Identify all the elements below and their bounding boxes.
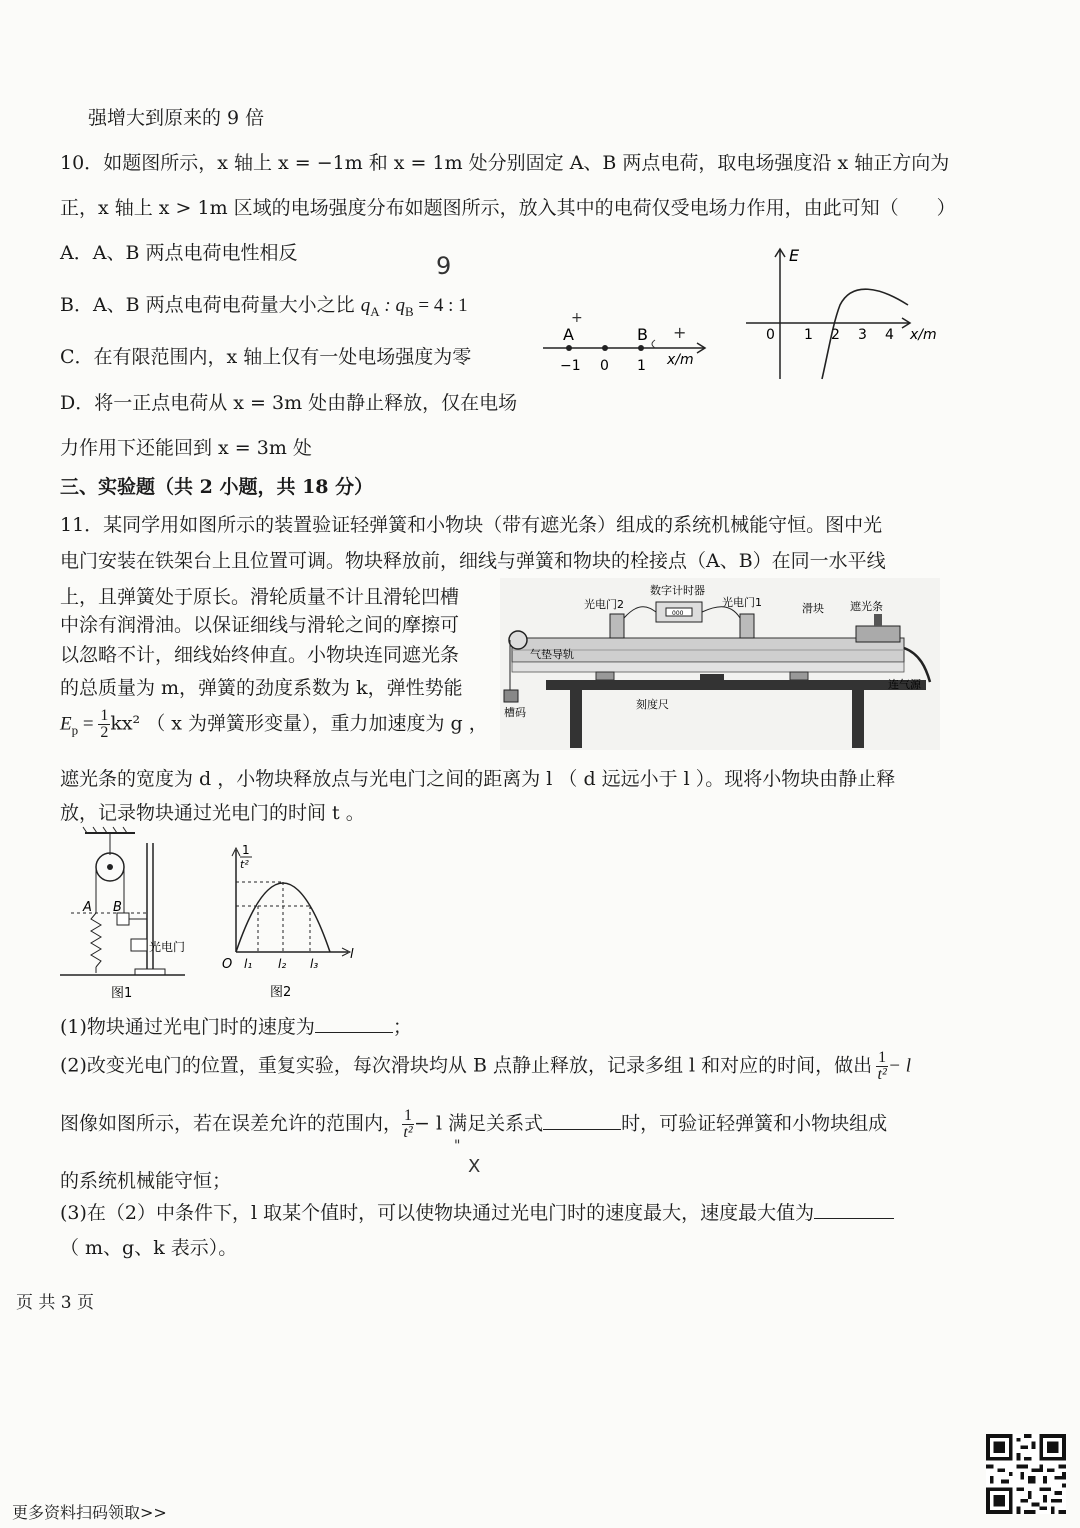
tick-neg1: −1	[560, 358, 581, 374]
handwritten-nine: 9	[436, 252, 452, 280]
q11-line4: 中涂有润滑油。以保证细线与滑轮之间的摩擦可	[60, 614, 460, 636]
answer-blank-3[interactable]	[814, 1218, 894, 1219]
parabola-curve	[236, 883, 330, 952]
fig2-xlabel: l	[350, 947, 354, 962]
handwritten-arrow	[652, 340, 655, 348]
q11-part2-text-b: 图像如图所示，若在误差允许的范围内，	[60, 1112, 403, 1135]
tick-1: 1	[637, 358, 646, 374]
figure-1	[55, 825, 215, 1005]
charge-a-label: A	[563, 325, 574, 344]
prev-option-tail: 强增大到原来的 9 倍	[88, 107, 265, 129]
q11-part1	[60, 1012, 412, 1039]
rail-label: 气垫导轨	[530, 648, 574, 661]
e-xlabel: x/m	[910, 327, 937, 343]
e-field-graph	[740, 243, 940, 383]
ruler-label: 刻度尺	[636, 698, 669, 711]
apparatus-photo	[500, 578, 940, 750]
half-fraction: $\frac{1}{2}$	[100, 707, 109, 741]
fig2-ylabel-d: t²	[240, 858, 249, 871]
opt-b-text: B．A、B 两点电荷电荷量大小之比	[60, 294, 361, 316]
q11-part2-line1	[60, 1050, 911, 1083]
q11-line6: 的总质量为 m，弹簧的劲度系数为 k，弹性势能	[60, 677, 463, 699]
figure-2	[218, 840, 368, 1004]
q11-part1-end: ；	[392, 1016, 412, 1038]
q10-option-a: A．A、B 两点电荷电性相反	[60, 242, 298, 264]
q11-line8: 遮光条的宽度为 d ，小物块释放点与光电门之间的距离为 l （ d 远远小于 l ）。现将小物块由静止释	[60, 768, 896, 790]
fig2-origin: O	[222, 957, 233, 972]
ep-eq: =	[78, 713, 99, 735]
ep-symbol: E	[60, 713, 72, 735]
q11-part2-text-a: (2)改变光电门的位置，重复实验，每次滑块均从 B 点静止释放，记录多组 l 和对应的时间，做出	[60, 1054, 873, 1077]
fig2-ylabel-n: 1	[242, 843, 250, 857]
fig2-l1: l₁	[244, 957, 253, 971]
fig1-a: A	[83, 900, 92, 915]
q11-line9: 放，记录物块通过光电门的时间 t 。	[60, 802, 365, 824]
shade-label: 遮光条	[850, 600, 883, 613]
section-3-heading: 三、实验题（共 2 小题，共 18 分）	[60, 476, 374, 498]
opt-b-value: = 4 : 1	[413, 295, 468, 316]
handwritten-plus-b: +	[673, 323, 687, 342]
tick-0: 0	[600, 358, 609, 374]
q10-text1: 如题图所示，x 轴上 x = −1m 和 x = 1m 处分别固定 A、B 两点电荷，取电场强度沿 x 轴正方向为	[103, 152, 950, 174]
q10-option-d-2: 力作用下还能回到 x = 3m 处	[60, 437, 312, 459]
opt-b-sub-b: B	[404, 303, 414, 319]
charge-b-label: B	[637, 325, 648, 344]
q11-part2-mid: − l 满足关系式	[414, 1112, 544, 1135]
e-tick-0: 0	[766, 327, 775, 343]
ep-sub: p	[71, 722, 79, 738]
charge-axis-figure	[535, 308, 715, 380]
q11-part1-text: (1)物块通过光电门时的速度为	[60, 1016, 315, 1038]
q10-option-c: C．在有限范围内，x 轴上仅有一处电场强度为零	[60, 346, 472, 368]
part2-fraction-1: $\frac{1}{\text{t²}}$	[877, 1049, 887, 1083]
q10-line1	[60, 148, 949, 175]
q10-option-d-1: D．将一正点电荷从 x = 3m 处由静止释放，仅在电场	[60, 392, 518, 414]
e-tick-3: 3	[858, 327, 867, 343]
e-ylabel: E	[789, 246, 800, 265]
more-resources-text: 更多资料扫码领取>>	[12, 1503, 167, 1522]
q10-number: 10．	[60, 152, 104, 174]
slider-label: 滑块	[802, 602, 824, 615]
fig2-l3: l₃	[310, 957, 319, 971]
q11-part3-text: (3)在（2）中条件下，l 取某个值时，可以使物块通过光电门时的速度最大，速度最大值为	[60, 1202, 815, 1224]
weight-label: 槽码	[504, 706, 526, 719]
q11-part2-post: 时，可验证轻弹簧和小物块组成	[621, 1112, 888, 1135]
fig1-b: B	[113, 900, 122, 915]
q11-line5: 以忽略不计，细线始终伸直。小物块连同遮光条	[60, 644, 460, 666]
fig2-caption: 图2	[270, 985, 292, 1000]
axis-xlabel: x/m	[667, 352, 694, 368]
q11-part2-tail: − l	[888, 1055, 911, 1077]
opt-b-sub-a: A	[370, 303, 380, 319]
handwritten-cross: X	[468, 1156, 481, 1177]
fig1-caption: 图1	[111, 986, 133, 1001]
handwritten-plus-a: +	[571, 310, 583, 326]
e-tick-2: 2	[831, 327, 840, 343]
handwritten-ticks: "	[454, 1138, 461, 1154]
gate2-label: 光电门2	[584, 598, 624, 611]
qr-code-icon[interactable]	[986, 1434, 1066, 1514]
fig1-gate: 光电门	[149, 940, 186, 954]
q11-line1: 11．某同学用如图所示的装置验证轻弹簧和小物块（带有遮光条）组成的系统机械能守恒。图中光	[60, 514, 883, 536]
q11-part3-line2: （ m、g、k 表示）。	[60, 1237, 238, 1259]
opt-b-colon: : q	[379, 295, 405, 316]
fig2-l2: l₂	[278, 957, 287, 971]
gate1-label: 光电门1	[722, 596, 762, 609]
q11-part3-line1	[60, 1198, 894, 1225]
answer-blank-2[interactable]	[543, 1129, 621, 1130]
timer-screen: 000	[672, 610, 684, 617]
page-footer: 页 共 3 页	[16, 1293, 95, 1313]
q11-part2-line2	[60, 1108, 887, 1141]
q11-line3: 上，且弹簧处于原长。滑轮质量不计且滑轮凹槽	[60, 586, 460, 608]
q11-part2-line3: 的系统机械能守恒；	[60, 1170, 232, 1192]
e-tick-4: 4	[885, 327, 894, 343]
q11-line2: 电门安装在铁架台上且位置可调。物块释放前，细线与弹簧和物块的栓接点（A、B）在同一水平线	[60, 550, 886, 572]
ep-post: kx² （ x 为弹簧形变量），重力加速度为 g ，	[110, 712, 488, 735]
e-tick-1: 1	[804, 327, 813, 343]
part2-fraction-2: $\frac{1}{\text{t²}}$	[403, 1107, 413, 1141]
timer-label: 数字计时器	[650, 584, 705, 597]
q11-line7	[60, 708, 488, 741]
air-label: 连气源	[888, 678, 921, 691]
q10-option-b	[60, 290, 468, 320]
opt-b-q: q	[360, 295, 371, 316]
q10-line2: 正，x 轴上 x > 1m 区域的电场强度分布如题图所示，放入其中的电荷仅受电场力作用，由此可知（ ）	[60, 197, 956, 219]
answer-blank-1[interactable]	[315, 1032, 393, 1033]
